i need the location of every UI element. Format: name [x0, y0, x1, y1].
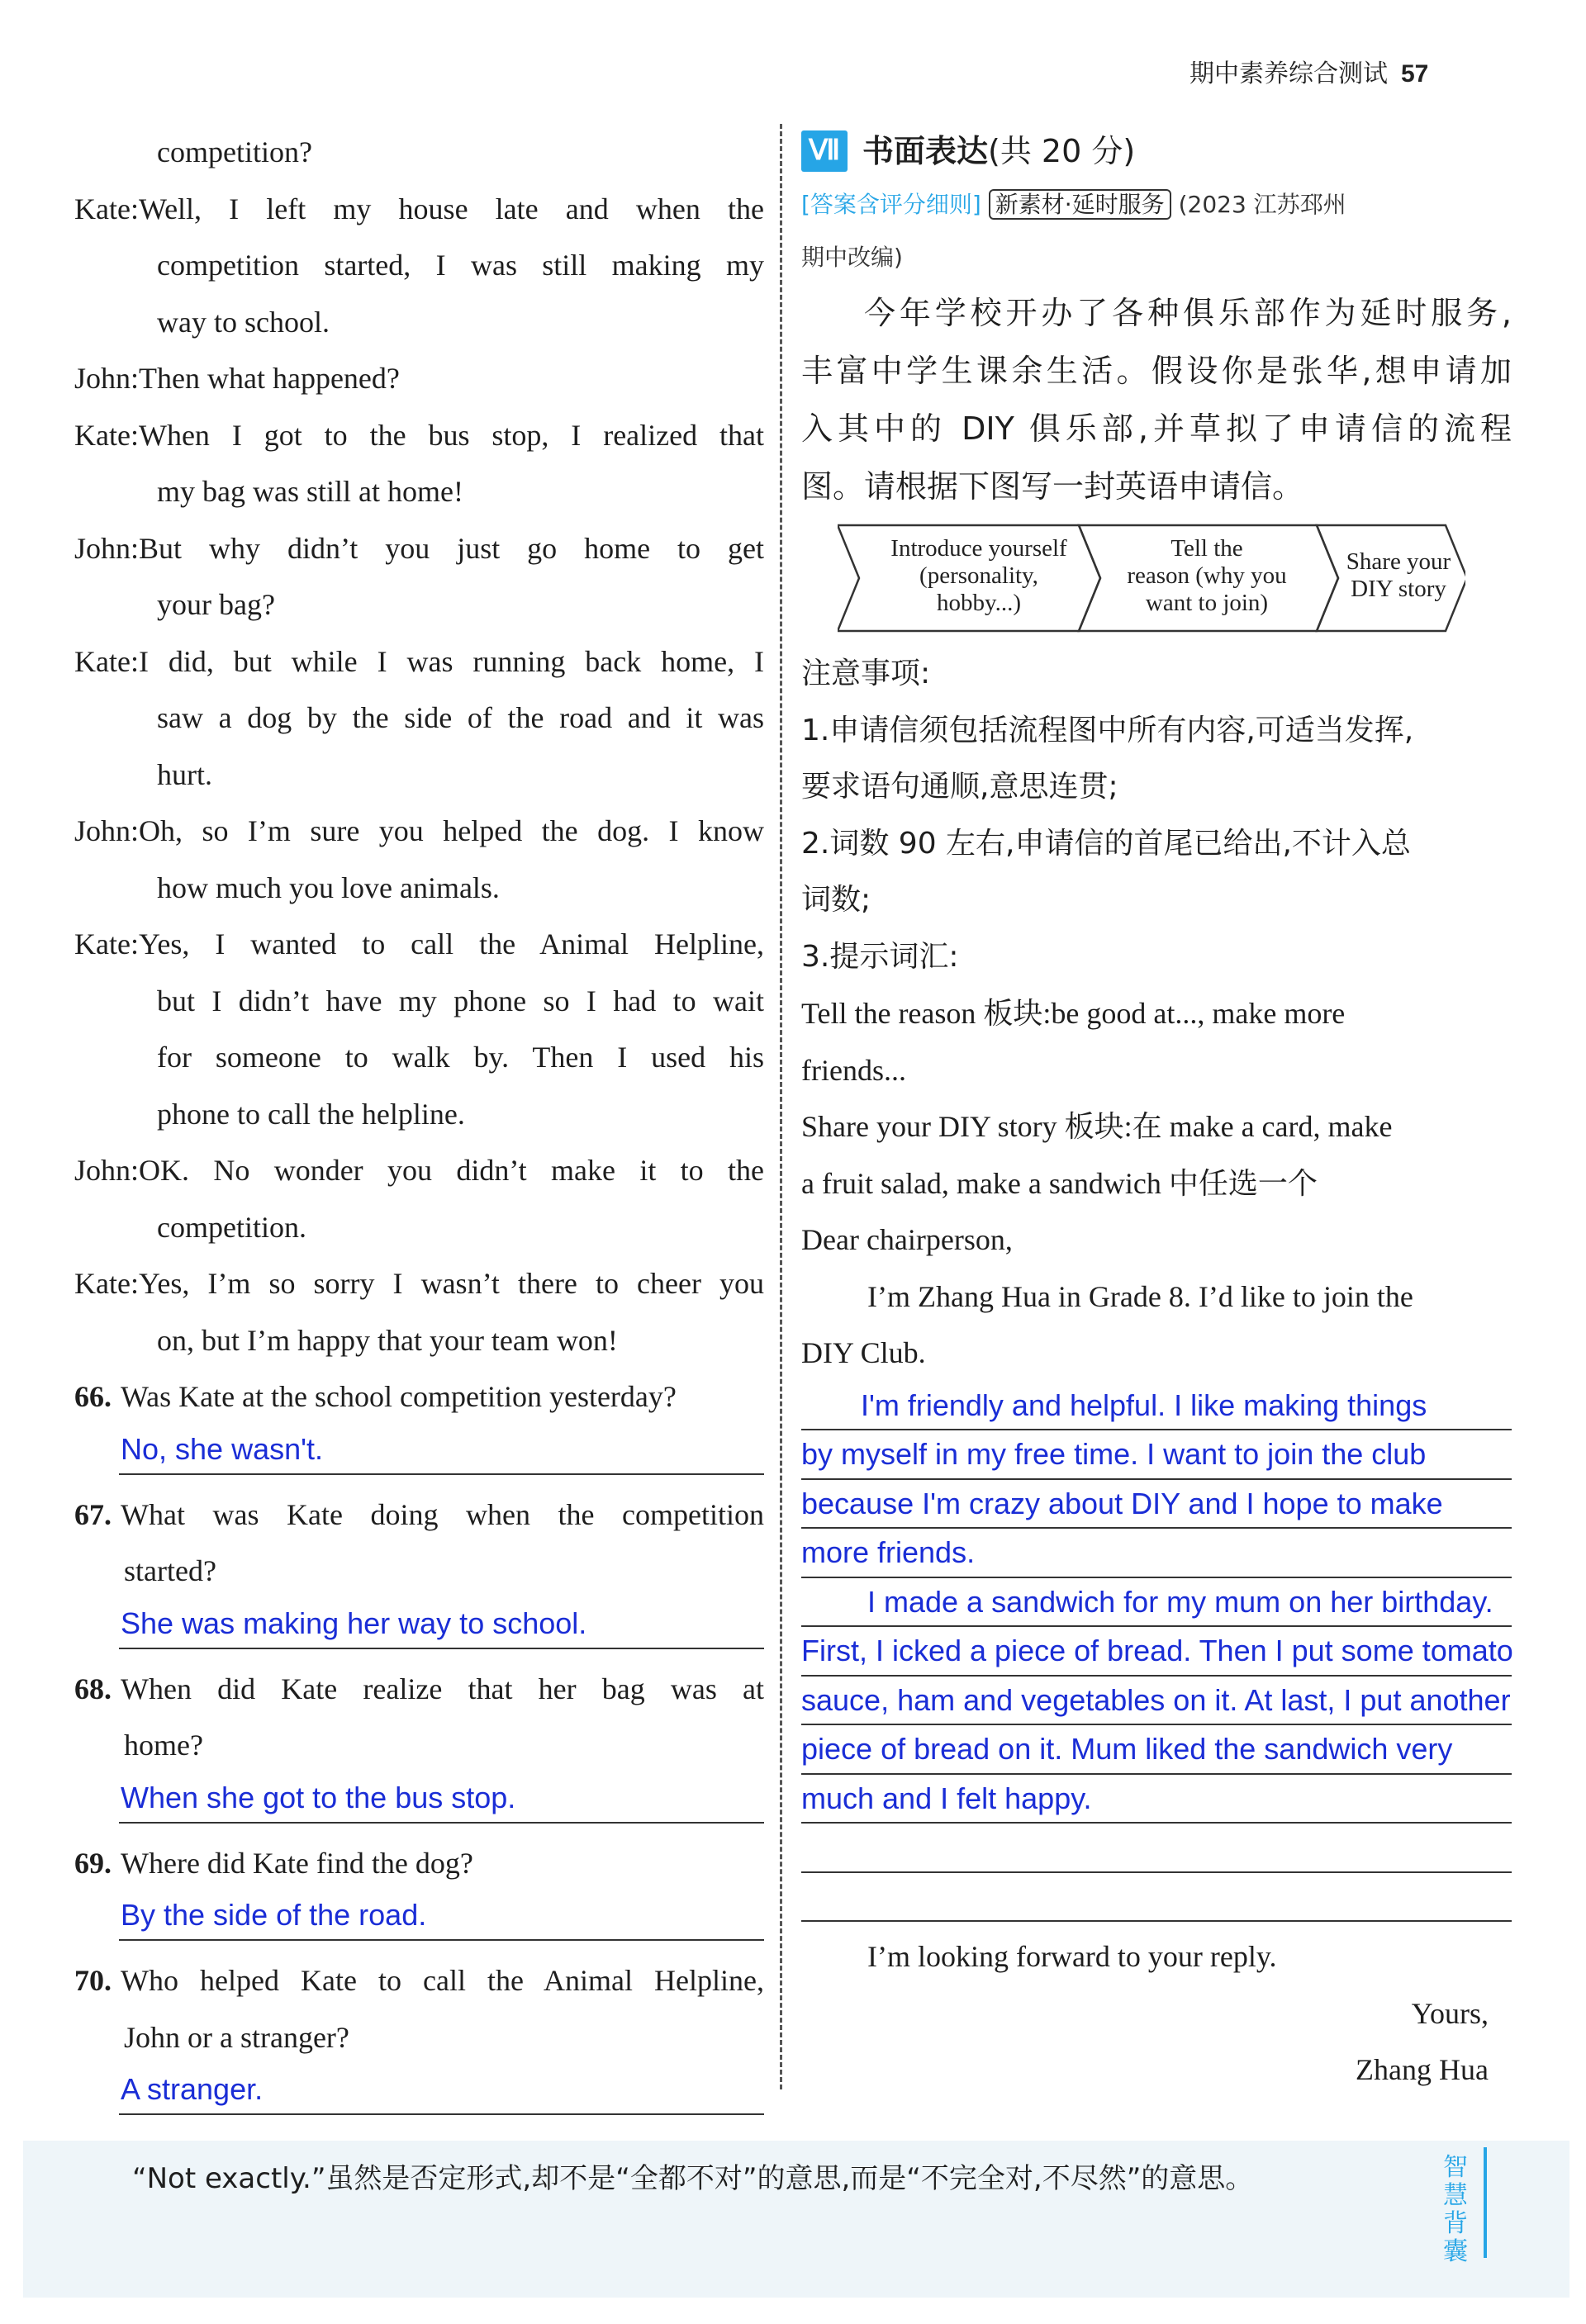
dialogue-line: competition.	[157, 1210, 306, 1244]
flow-step-2: Tell the reason (why you want to join)	[1127, 535, 1287, 616]
dialogue-line: hurt.	[157, 757, 212, 791]
speaker-label: John:	[74, 814, 140, 847]
note-line: 要求语句通顺,意思连贯;	[801, 770, 1118, 804]
letter-opening: DIY Club.	[801, 1336, 926, 1369]
notes	[801, 646, 1512, 1212]
answer-field[interactable]: By the side of the road.	[119, 1891, 764, 1941]
note-line: Share your DIY story 板块:在 make a card, make	[801, 1110, 1393, 1143]
question-text: home?	[124, 1729, 203, 1762]
dialogue-line: how much you love animals.	[157, 870, 500, 904]
header-title: 期中素养综合测试	[1190, 59, 1388, 88]
writing-prompt	[801, 284, 1512, 515]
speaker-label: Kate:	[74, 644, 139, 678]
dialogue-line: Yes, I’m so sorry I wasn’t there to cheer you	[138, 1267, 764, 1300]
dialogue-line: Then what happened?	[139, 362, 400, 395]
prompt-line: 丰富中学生课余生活。假设你是张华,想申请加	[801, 353, 1512, 389]
question-67	[74, 1487, 764, 1649]
dialogue-line: Well, I left my house late and when the	[138, 192, 764, 225]
question-number: 69.	[74, 1846, 112, 1880]
dialogue-line: OK. No wonder you didn’t make it to the	[139, 1154, 764, 1187]
note-line: a fruit salad, make a sandwich 中任选一个	[801, 1166, 1318, 1200]
dialogue-line: Oh, so I’m sure you helped the dog. I know	[139, 814, 764, 847]
writing-line[interactable]: I'm friendly and helpful. I like making things	[801, 1382, 1512, 1431]
answer-field[interactable]: No, she wasn't.	[119, 1425, 764, 1475]
dialogue-turn	[74, 1255, 764, 1312]
question-text: Was Kate at the school competition yesterday?	[121, 1380, 677, 1413]
speaker-label: John:	[74, 1154, 140, 1187]
speaker-label: Kate:	[74, 927, 139, 960]
dialogue-line: Yes, I wanted to call the Animal Helpline,	[138, 927, 764, 960]
right-column	[801, 124, 1512, 2099]
question-number: 66.	[74, 1380, 112, 1413]
dialogue-turn	[74, 350, 764, 407]
writing-line[interactable]: sauce, ham and vegetables on it. At last, I put another	[801, 1677, 1512, 1726]
writing-line[interactable]: because I'm crazy about DIY and I hope to make	[801, 1480, 1512, 1530]
dialogue-turn	[74, 407, 764, 464]
prompt-line: 入其中的 DIY 俱乐部,并草拟了申请信的流程	[801, 410, 1512, 447]
dialogue-turn-cont	[74, 237, 764, 294]
dialogue-line: phone to call the helpline.	[157, 1097, 465, 1131]
writing-line[interactable]: much and I felt happy.	[801, 1775, 1512, 1824]
speaker-label: Kate:	[74, 1267, 139, 1300]
page-header	[1190, 53, 1428, 89]
answer-field[interactable]: A stranger.	[119, 2066, 764, 2115]
note-line: friends...	[801, 1053, 906, 1087]
dialogue-line: way to school.	[157, 305, 330, 339]
question-70	[74, 1952, 764, 2115]
questions	[74, 1368, 764, 2115]
new-material-tag: 新素材·延时服务	[989, 189, 1171, 220]
note-line: 1.申请信须包括流程图中所有内容,可适当发挥,	[801, 713, 1414, 747]
page-number: 57	[1401, 60, 1429, 88]
question-69	[74, 1835, 764, 1942]
dialogue-line: on, but I’m happy that your team won!	[157, 1323, 618, 1357]
question-66	[74, 1368, 764, 1475]
writing-line[interactable]	[801, 1824, 1512, 1873]
dialogue-line: for someone to walk by. Then I used his	[157, 1041, 764, 1074]
dialogue-line: competition?	[157, 135, 312, 168]
speaker-label: Kate:	[74, 418, 139, 452]
section-badge: Ⅶ	[801, 130, 848, 172]
footer-tip: “Not exactly.”虽然是否定形式,却不是“全都不对”的意思,而是“不完全对,不尽然”的意思。	[132, 2162, 1254, 2195]
dialogue-turn-cont	[74, 690, 764, 747]
dialogue-turn	[74, 633, 764, 690]
column-divider	[780, 124, 782, 2089]
section-score: (共 20 分)	[988, 132, 1136, 169]
answer-rubric-tag: [答案含评分细则]	[801, 191, 981, 218]
answer-field[interactable]: When she got to the bus stop.	[119, 1774, 764, 1824]
question-number: 68.	[74, 1672, 112, 1705]
writing-line[interactable]: piece of bread on it. Mum liked the sandwich very	[801, 1725, 1512, 1775]
letter-yours: Yours,	[1411, 1996, 1489, 2030]
dialogue-turn-cont	[74, 973, 764, 1030]
dialogue-line: competition started, I was still making my	[157, 249, 764, 282]
question-text: What was Kate doing when the competition	[121, 1497, 764, 1531]
letter-salutation: Dear chairperson,	[801, 1223, 1013, 1256]
writing-line[interactable]: more friends.	[801, 1529, 1512, 1578]
dialogue-turn-cont	[74, 1029, 764, 1086]
dialogue-line: saw a dog by the side of the road and it was	[157, 701, 764, 734]
question-text: When did Kate realize that her bag was at	[121, 1672, 764, 1705]
handwritten-answer[interactable]	[801, 1382, 1512, 1923]
speaker-label: Kate:	[74, 192, 139, 225]
writing-line[interactable]: First, I icked a piece of bread. Then I put some tomato	[801, 1627, 1512, 1677]
footer-side-label: 智慧背囊	[1443, 2153, 1468, 2266]
question-text: started?	[124, 1554, 216, 1587]
footer-accent-bar	[1484, 2147, 1487, 2258]
dialogue-turn	[74, 803, 764, 860]
question-number: 70.	[74, 1964, 112, 1997]
dialogue-turn	[74, 520, 764, 577]
note-line: 词数;	[801, 883, 871, 917]
letter-signature: Zhang Hua	[1356, 2053, 1489, 2086]
dialogue-line: But why didn’t you just go home to get	[139, 531, 764, 565]
dialogue-line: but I didn’t have my phone so I had to wait	[157, 984, 764, 1017]
question-text: John or a stranger?	[124, 2020, 349, 2054]
writing-line[interactable]: by myself in my free time. I want to join the club	[801, 1430, 1512, 1480]
question-text: Where did Kate find the dog?	[121, 1846, 473, 1880]
section-name: 书面表达	[862, 132, 989, 169]
dialogue-turn	[74, 916, 764, 973]
source-note: (2023 江苏邳州	[1178, 191, 1346, 218]
writing-line[interactable]	[801, 1873, 1512, 1923]
dialogue-line: your bag?	[157, 588, 275, 621]
answer-field[interactable]: She was making her way to school.	[119, 1600, 764, 1649]
writing-line[interactable]: I made a sandwich for my mum on her birthday.	[801, 1578, 1512, 1628]
dialogue-turn	[74, 181, 764, 238]
note-line: 2.词数 90 左右,申请信的首尾已给出,不计入总	[801, 826, 1411, 861]
dialogue-line: When I got to the bus stop, I realized that	[138, 418, 764, 452]
note-line: Tell the reason 板块:be good at..., make more	[801, 997, 1346, 1030]
question-68	[74, 1661, 764, 1824]
note-line: 3.提示词汇:	[801, 939, 959, 974]
flow-step-1: Introduce yourself (personality, hobby...)	[890, 535, 1067, 616]
notes-title: 注意事项:	[801, 657, 931, 690]
speaker-label: John:	[74, 362, 140, 395]
dialogue-line: my bag was still at home!	[157, 475, 463, 508]
flow-chart	[801, 522, 1512, 646]
prompt-line: 今年学校开办了各种俱乐部作为延时服务,	[864, 295, 1512, 331]
flow-step-3: Share your DIY story	[1346, 548, 1451, 602]
dialogue	[74, 124, 764, 1368]
question-number: 67.	[74, 1497, 112, 1531]
speaker-label: John:	[74, 531, 140, 565]
dialogue-line: I did, but while I was running back home, I	[138, 644, 764, 678]
prompt-line: 图。请根据下图写一封英语申请信。	[801, 468, 1304, 505]
letter-opening: I’m Zhang Hua in Grade 8. I’d like to join the	[867, 1279, 1413, 1313]
section-title	[801, 124, 1512, 178]
source-note-cont: 期中改编)	[801, 244, 903, 271]
question-text: Who helped Kate to call the Animal Helpline,	[121, 1964, 764, 1997]
dialogue-turn	[74, 1142, 764, 1199]
letter-closing: I’m looking forward to your reply.	[867, 1940, 1277, 1973]
section-tags	[801, 178, 1512, 231]
left-column	[74, 124, 764, 2127]
